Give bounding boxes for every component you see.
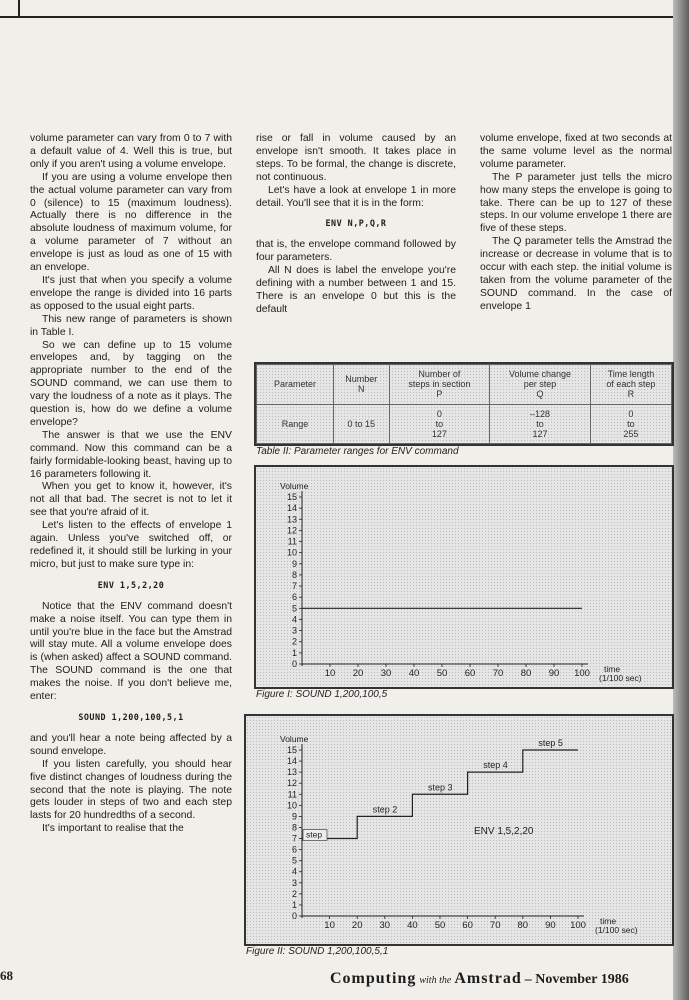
y-axis-label: Volume: [280, 481, 309, 491]
y-tick-label: 13: [286, 514, 297, 525]
table-cell: 0 to 15: [334, 404, 390, 444]
paragraph: If you are using a volume envelope then the actual volume parameter can vary from 0 (silence) to 15 (maximum loudness). Actually there is no difference in the absolute loudness of maximum volume, for a volume parameter of 7 without an envelope is just as loud as one of 15 with an envelope.: [30, 171, 232, 274]
column-3: [480, 133, 672, 314]
y-tick-label: 12: [286, 778, 297, 789]
paragraph: If you listen carefully, you should hear five distinct changes of loudness during the second that the note is playing. The note gets louder in steps of two and each step lasts for 20 hundredths of a second.: [30, 758, 232, 822]
x-tick-label: 70: [492, 668, 504, 679]
y-tick-label: 1: [291, 899, 297, 910]
paragraph: It's just that when you specify a volume envelope the range is divided into 16 parts as opposed to the usual eight parts.: [30, 274, 232, 312]
envelope-annotation: ENV 1,5,2,20: [474, 826, 534, 837]
x-tick-label: 10: [324, 920, 335, 931]
table-header: Parameter: [257, 365, 334, 405]
y-tick-label: 11: [287, 536, 297, 547]
x-tick-label: 60: [464, 668, 476, 679]
paragraph: Let's have a look at envelope 1 in more detail. You'll see that it is in the form:: [256, 184, 456, 209]
table-cell: 0 to 255: [590, 404, 671, 444]
y-tick-label: 3: [291, 877, 297, 888]
code-listing: ENV N,P,Q,R: [325, 218, 387, 229]
table-caption: Table II: Parameter ranges for ENV command: [256, 446, 459, 457]
table-header: Number N: [334, 365, 390, 405]
x-tick-label: 30: [379, 920, 391, 931]
x-axis-unit: (1/100 sec): [599, 673, 642, 683]
table-header: Volume change per step Q: [490, 365, 591, 405]
x-tick-label: 50: [434, 920, 446, 931]
x-tick-label: 30: [380, 668, 392, 679]
y-tick-label: 9: [291, 811, 297, 822]
figure-1-chart: [256, 467, 672, 687]
x-tick-label: 90: [545, 920, 556, 931]
y-tick-label: 15: [286, 745, 297, 755]
x-tick-label: 40: [407, 920, 418, 931]
paragraph: Let's listen to the effects of envelope 1 again. Unless you've switched off, or redefined it, it should still be lurking in your micro, but just to make sure type in:: [30, 520, 232, 570]
top-left-tick: [18, 0, 20, 16]
table-header: Number of steps in section P: [389, 365, 490, 405]
x-tick-label: 10: [324, 668, 336, 679]
table-cell: –128 to 127: [490, 404, 591, 444]
page-edge: [673, 0, 689, 1000]
figure-2-caption: Figure II: SOUND 1,200,100,5,1: [246, 946, 389, 957]
paragraph: So we can define up to 15 volume envelopes and, by tagging on the appropriate number to the end of the SOUND command, we can use them to vary the loudness of a note as it plays. The question is, how do we define a volume envelope?: [30, 339, 232, 428]
step-label: step: [306, 829, 323, 840]
y-tick-label: 10: [286, 800, 297, 811]
paragraph: The P parameter just tells the micro how many steps the envelope is going to take. There can be up to 127 of these steps. In our volume envelope 1 there are five of these steps.: [480, 171, 672, 235]
paragraph: The answer is that we use the ENV command. Now this command can be a fairly formidable-looking beast, having up to 16 parameters following it.: [30, 429, 232, 480]
x-tick-label: 100: [574, 668, 590, 679]
x-axis-unit: (1/100 sec): [595, 925, 638, 935]
magazine-title-amstrad: Amstrad: [454, 970, 522, 987]
x-tick-label: 60: [462, 920, 473, 931]
figure-1-panel: [254, 465, 674, 689]
paragraph: volume parameter can vary from 0 to 7 with a default value of 4. Well this is true, but only if you aren't using a volume envelope.: [30, 133, 232, 170]
magazine-title-computing: Computing: [330, 970, 417, 987]
y-tick-label: 10: [286, 547, 297, 558]
y-tick-label: 15: [286, 492, 297, 502]
column-1: [30, 133, 232, 836]
table-row: [257, 404, 672, 444]
paragraph: and you'll hear a note being affected by a sound envelope.: [30, 732, 232, 757]
x-tick-label: 20: [351, 920, 363, 931]
y-tick-label: 2: [291, 888, 297, 899]
y-axis-label: Volume: [280, 734, 309, 744]
y-tick-label: 0: [291, 659, 297, 669]
y-tick-label: 11: [287, 789, 297, 800]
x-tick-label: 70: [489, 920, 501, 931]
x-axis-label: time: [600, 916, 617, 926]
figure-1-caption: Figure I: SOUND 1,200,100,5: [256, 689, 388, 700]
y-tick-label: 6: [291, 844, 297, 855]
x-tick-label: 40: [408, 668, 420, 679]
x-tick-label: 50: [436, 668, 448, 679]
y-tick-label: 14: [286, 503, 297, 514]
table-row-label: Range: [257, 404, 334, 444]
y-tick-label: 1: [291, 647, 297, 658]
y-tick-label: 7: [291, 833, 297, 844]
paragraph: rise or fall in volume caused by an envelope isn't smooth. It takes place in steps. To be formal, the change is discrete, not continuous.: [256, 133, 456, 183]
y-tick-label: 5: [291, 603, 297, 614]
x-tick-label: 100: [570, 920, 586, 931]
paragraph: Notice that the ENV command doesn't make a noise itself. You can type them in until you're blue in the face but the Amstrad will stay mute. All a volume envelope does is (when asked) affect a SOUND command. The SOUND command is the one that makes the noise. If you don't believe me, enter:: [30, 600, 232, 703]
column-2: [256, 133, 456, 317]
y-tick-label: 12: [286, 525, 297, 536]
y-tick-label: 0: [291, 911, 297, 921]
page-number: 68: [0, 968, 13, 983]
y-tick-label: 2: [291, 636, 297, 647]
y-tick-label: 9: [291, 558, 297, 569]
x-tick-label: 80: [520, 668, 532, 679]
y-tick-label: 4: [291, 866, 297, 877]
col1-paragraphs: [30, 133, 232, 572]
code-listing: SOUND 1,200,100,5,1: [78, 711, 184, 722]
magazine-footer: [330, 970, 629, 988]
issue-date: – November 1986: [524, 972, 629, 987]
x-tick-label: 90: [548, 668, 560, 679]
x-tick-label: 20: [352, 668, 364, 679]
parameter-table: [256, 364, 672, 444]
x-axis-label: time: [604, 664, 621, 674]
y-tick-label: 5: [291, 855, 297, 866]
magazine-title-with-the: with the: [419, 975, 452, 986]
y-tick-label: 6: [291, 592, 297, 603]
y-tick-label: 7: [291, 581, 297, 592]
y-tick-label: 14: [286, 756, 297, 767]
step-label: step 5: [538, 738, 563, 748]
paragraph: It's important to realise that the: [42, 823, 184, 835]
y-tick-label: 13: [286, 767, 297, 778]
paragraph: that is, the envelope command followed by four parameters.: [256, 239, 456, 264]
paragraph: When you get to know it, however, it's not all that bad. The secret is not to let it see that you're afraid of it.: [30, 481, 232, 519]
y-tick-label: 8: [291, 569, 297, 580]
envelope-step-line: [302, 750, 578, 839]
code-listing: ENV 1,5,2,20: [97, 579, 165, 590]
table-cell: 0 to 127: [389, 404, 490, 444]
paragraph: This new range of parameters is shown in Table I.: [30, 313, 232, 338]
top-rule: [0, 16, 689, 18]
parameter-table-panel: [254, 362, 674, 446]
paragraph: All N does is label the envelope you're defining with a number between 1 and 15. There is an envelope 0 but this is the default: [256, 265, 456, 315]
paragraph: volume envelope, fixed at two seconds at the same volume level as the normal volume parameter.: [480, 133, 672, 170]
y-tick-label: 4: [291, 614, 297, 625]
x-tick-label: 80: [517, 920, 529, 931]
y-tick-label: 3: [291, 625, 297, 636]
step-label: step 2: [372, 804, 398, 815]
table-header-row: [257, 365, 672, 405]
table-header: Time length of each step R: [590, 365, 671, 405]
figure-2-chart: [246, 716, 672, 944]
step-label: step 4: [483, 760, 508, 771]
figure-2-panel: [244, 714, 674, 946]
step-label: step 3: [428, 782, 453, 793]
paragraph: The Q parameter tells the Amstrad the increase or decrease in volume that is to occur with each step. the initial volume is taken from the volume parameter of the SOUND command. In the case of envelope 1: [480, 236, 672, 312]
y-tick-label: 8: [291, 822, 297, 833]
